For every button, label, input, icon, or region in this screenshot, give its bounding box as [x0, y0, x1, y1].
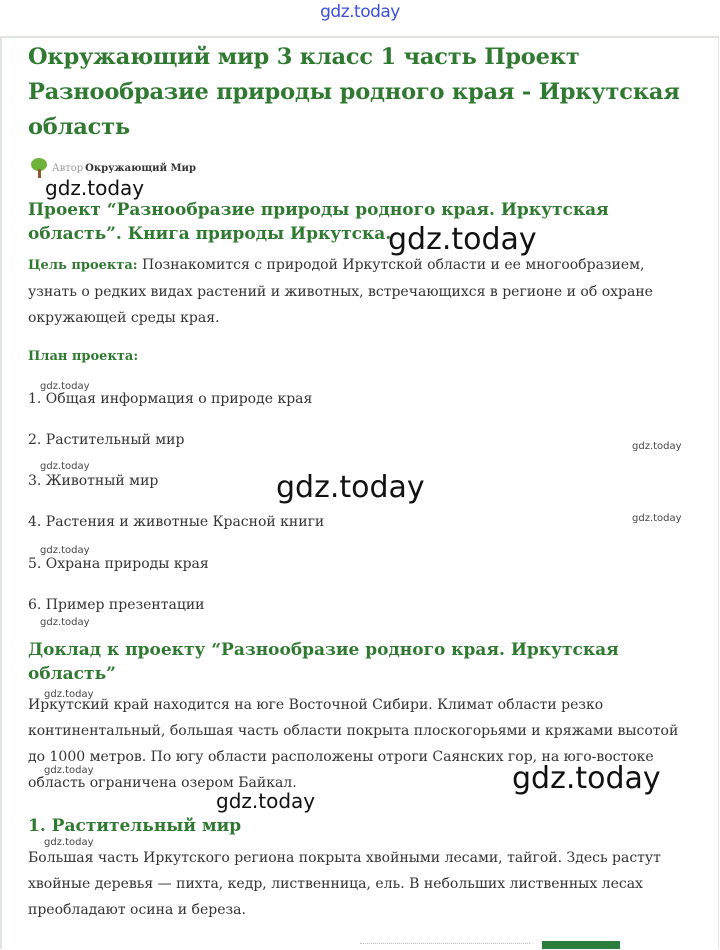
watermark: gdz.today [40, 381, 90, 392]
project-heading: Проект “Разнообразие природы родного края. Иркутская область”. Книга природы Иркутска. [28, 200, 609, 244]
project-goal [28, 252, 693, 331]
plan-label: План проекта: [28, 349, 139, 364]
section-text-flora: Большая часть Иркутского региона покрыта хвойными лесами, тайгой. Здесь растут хвойные деревья — пихта, кедр, лиственница, ель. В небольших лиственных лесах преобладают осина и береза. [28, 850, 661, 918]
watermark: gdz.today [44, 837, 94, 848]
article-title: Окружающий мир 3 класс 1 часть Проект Разнообразие природы родного края - Иркутская область [28, 44, 680, 140]
plan-item: 3. Животный мир [28, 473, 159, 489]
goal-text: Познакомится с природой Иркутской области и ее многообразием, узнать о редких видах растений и животных, встречающихся в регионе и об охране окружающей среды края. [28, 257, 653, 326]
site-logo[interactable]: gdz.today [320, 2, 400, 22]
author-name[interactable]: Окружающий Мир [85, 162, 196, 174]
watermark: gdz.today [632, 513, 682, 524]
watermark: gdz.today [388, 222, 537, 257]
watermark: gdz.today [40, 461, 90, 472]
watermark: gdz.today [44, 765, 94, 776]
plan-item: 2. Растительный мир [28, 432, 185, 448]
author-line [30, 158, 196, 178]
bottom-button[interactable] [542, 941, 620, 949]
plan-item: 4. Растения и животные Красной книги [28, 514, 325, 530]
author-label: Автор [52, 162, 84, 174]
report-heading: Доклад к проекту “Разнообразие родного края. Иркутская область” [28, 640, 619, 684]
goal-label: Цель проекта: [28, 258, 138, 273]
plan-item: 5. Охрана природы края [28, 556, 209, 572]
watermark: gdz.today [45, 176, 145, 200]
plan-item: 6. Пример презентации [28, 597, 205, 613]
section-heading-flora: 1. Растительный мир [28, 816, 242, 836]
watermark: gdz.today [216, 789, 316, 813]
watermark: gdz.today [40, 545, 90, 556]
watermark: gdz.today [632, 441, 682, 452]
watermark: gdz.today [44, 689, 94, 700]
watermark: gdz.today [40, 617, 90, 628]
watermark: gdz.today [512, 761, 661, 796]
plan-item: 1. Общая информация о природе края [28, 391, 313, 407]
watermark: gdz.today [276, 470, 425, 505]
report-text: Иркутский край находится на юге Восточной Сибири. Климат области резко континентальный, большая часть области покрыта плоскогорьями и кряжами высотой до 1000 метров. По югу области расположены отроги Саянских гор, на юго-востоке область ограничена озером Байкал. [28, 697, 679, 791]
tree-icon [30, 158, 48, 178]
